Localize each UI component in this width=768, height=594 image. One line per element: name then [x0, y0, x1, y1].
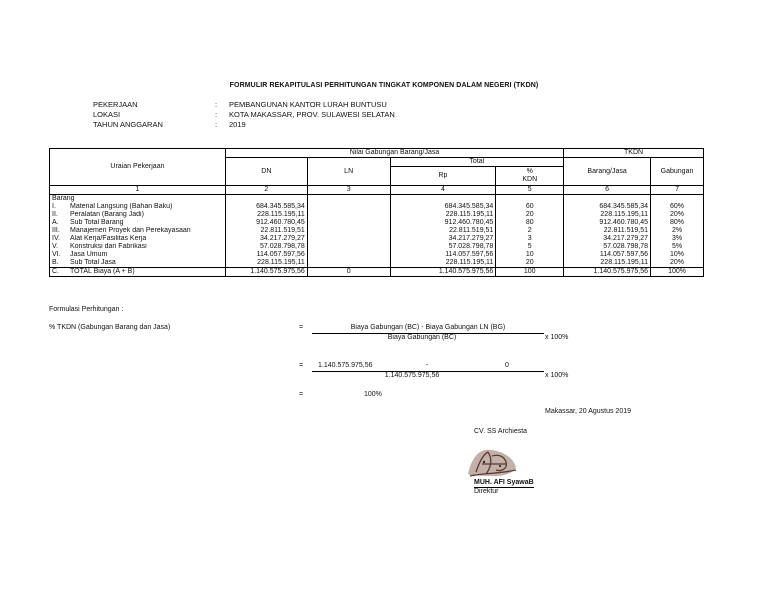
times-100: x 100% [545, 334, 569, 341]
row-no: A. [52, 219, 59, 226]
row-no: V. [52, 243, 58, 250]
row-name: Manajemen Proyek dan Perekayasaan [70, 227, 191, 234]
info-label-pekerjaan: PEKERJAAN [93, 100, 138, 109]
cell-gab: 3% [651, 235, 704, 243]
cell-gab: 60% [651, 203, 704, 211]
cell-pct: 100 [496, 268, 564, 277]
cell-ln [307, 219, 390, 227]
row-label [50, 251, 226, 259]
cell-dn: 114.057.597,56 [225, 251, 307, 259]
cell-bj: 228.115.195,11 [564, 259, 651, 268]
formula-numerator: Biaya Gabungan (BC) - Biaya Gabungan LN (BG) [350, 324, 506, 331]
cell-pct: 10 [496, 251, 564, 259]
equals-sign: = [299, 362, 304, 369]
info-sep: : [215, 100, 218, 109]
cell-dn: 34.217.279,27 [225, 235, 307, 243]
cell-pct: 5 [496, 243, 564, 251]
cell-pct: 60 [496, 203, 564, 211]
row-no: B. [52, 259, 59, 266]
col-num: 4 [390, 186, 496, 195]
row-name: Konstruksi dan Fabrikasi [70, 243, 147, 250]
cell-pct: 3 [496, 235, 564, 243]
cell-rp: 114.057.597,56 [390, 251, 496, 259]
signer-role: Direktur [474, 488, 499, 495]
header-nilai-gabungan: Nilai Gabungan Barang/Jasa [225, 149, 563, 158]
info-sep: : [215, 120, 218, 129]
cell-rp: 57.028.798,78 [390, 243, 496, 251]
row-no: VI. [52, 251, 61, 258]
cell-rp: 1.140.575.975,56 [390, 268, 496, 277]
row-no: I. [52, 203, 56, 210]
table-row [50, 203, 704, 211]
cell-gab: 80% [651, 219, 704, 227]
cell-pct: 20 [496, 259, 564, 268]
cell-dn: 228.115.195,11 [225, 211, 307, 219]
table-row [50, 259, 704, 268]
section-label: Barang [50, 195, 226, 204]
info-label-lokasi: LOKASI [93, 110, 121, 119]
row-name: Sub Total Jasa [70, 259, 116, 266]
info-label-tahun: TAHUN ANGGARAN [93, 120, 163, 129]
cell-pct: 2 [496, 227, 564, 235]
header-dn: DN [225, 158, 307, 186]
row-label [50, 243, 226, 251]
cell-rp: 34.217.279,27 [390, 235, 496, 243]
info-sep: : [215, 110, 218, 119]
cell-bj: 228.115.195,11 [564, 211, 651, 219]
row-label [50, 203, 226, 211]
cell-gab: 100% [651, 268, 704, 277]
info-value-pekerjaan: PEMBANGUNAN KANTOR LURAH BUNTUSU [229, 100, 387, 109]
formula-label: % TKDN (Gabungan Barang dan Jasa) [49, 324, 171, 331]
info-value-lokasi: KOTA MAKASSAR, PROV. SULAWESI SELATAN [229, 110, 395, 119]
cell-dn: 1.140.575.975,56 [225, 268, 307, 277]
cell-gab: 10% [651, 251, 704, 259]
header-barang-jasa: Barang/Jasa [564, 158, 651, 186]
cell-ln [307, 235, 390, 243]
cell-gab: 2% [651, 227, 704, 235]
info-value-tahun: 2019 [229, 120, 246, 129]
cell-ln [307, 251, 390, 259]
cell-rp: 228.115.195,11 [390, 211, 496, 219]
row-name: TOTAL Biaya (A + B) [70, 268, 135, 275]
cell-bj: 57.028.798,78 [564, 243, 651, 251]
row-name: Jasa Umum [70, 251, 108, 258]
num2-minus: - [426, 362, 429, 369]
cell-rp: 22.811.519,51 [390, 227, 496, 235]
table-row [50, 227, 704, 235]
row-label [50, 268, 226, 277]
col-num: 3 [307, 186, 390, 195]
num2-denominator: 1.140.575.975,56 [384, 372, 440, 379]
header-rp: Rp [390, 167, 496, 186]
cell-bj: 684.345.585,34 [564, 203, 651, 211]
header-kdn: KDN [522, 176, 538, 183]
cell-dn: 228.115.195,11 [225, 259, 307, 268]
num2-total: 1.140.575.975,56 [318, 362, 373, 369]
header-uraian: Uraian Pekerjaan [50, 149, 226, 186]
cell-ln [307, 211, 390, 219]
equals-sign: = [299, 324, 304, 331]
column-number-row [50, 186, 704, 195]
cell-rp: 912.460.780,45 [390, 219, 496, 227]
header-total: Total [390, 158, 564, 167]
num2-ln: 0 [505, 362, 509, 369]
col-num: 2 [225, 186, 307, 195]
cell-rp: 684.345.585,34 [390, 203, 496, 211]
cell-dn: 912.460.780,45 [225, 219, 307, 227]
cell-bj: 34.217.279,27 [564, 235, 651, 243]
formula-heading: Formulasi Perhitungan : [49, 306, 124, 313]
formula-denominator: Biaya Gabungan (BC) [387, 334, 457, 341]
row-no: III. [52, 227, 60, 234]
cell-ln [307, 259, 390, 268]
col-num: 7 [651, 186, 704, 195]
row-label [50, 211, 226, 219]
row-label [50, 259, 226, 268]
cell-bj: 1.140.575.975,56 [564, 268, 651, 277]
cell-ln: 0 [307, 268, 390, 277]
col-num: 1 [50, 186, 226, 195]
table-row [50, 211, 704, 219]
cell-gab: 20% [651, 259, 704, 268]
cell-ln [307, 243, 390, 251]
row-label [50, 235, 226, 243]
cell-gab: 20% [651, 211, 704, 219]
table-row-total [50, 268, 704, 277]
place-date: Makassar, 20 Agustus 2019 [545, 408, 631, 415]
header-gabungan: Gabungan [651, 158, 704, 186]
col-num: 6 [564, 186, 651, 195]
page-title: FORMULIR REKAPITULASI PERHITUNGAN TINGKAT KOMPONEN DALAM NEGERI (TKDN) [229, 82, 539, 89]
row-no: II. [52, 211, 58, 218]
table-row [50, 243, 704, 251]
cell-gab: 5% [651, 243, 704, 251]
signer-name: MUH. AFI SyawaB [474, 479, 534, 486]
row-no: C. [52, 268, 59, 275]
col-num: 5 [496, 186, 564, 195]
header-tkdn: TKDN [564, 149, 704, 158]
section-row-barang [50, 195, 704, 204]
row-label [50, 227, 226, 235]
row-name: Sub Total Barang [70, 219, 124, 226]
formula-result: 100% [364, 391, 382, 398]
cell-bj: 114.057.597,56 [564, 251, 651, 259]
row-name: Material Langsung (Bahan Baku) [70, 203, 173, 210]
equals-sign: = [299, 391, 304, 398]
header-pct-kdn [496, 167, 564, 186]
cell-ln [307, 227, 390, 235]
table-row [50, 235, 704, 243]
cell-ln [307, 203, 390, 211]
cell-bj: 912.460.780,45 [564, 219, 651, 227]
cell-pct: 80 [496, 219, 564, 227]
cell-dn: 684.345.585,34 [225, 203, 307, 211]
table-row [50, 219, 704, 227]
tkdn-table [49, 148, 704, 277]
signature-stamp-image [462, 444, 522, 480]
table-row [50, 251, 704, 259]
row-no: IV. [52, 235, 60, 242]
company-name: CV. SS Archiesta [474, 428, 528, 435]
times-100: x 100% [545, 372, 569, 379]
cell-rp: 228.115.195,11 [390, 259, 496, 268]
row-name: Peralatan (Barang Jadi) [70, 211, 144, 218]
cell-pct: 20 [496, 211, 564, 219]
cell-dn: 57.028.798,78 [225, 243, 307, 251]
cell-dn: 22.811.519,51 [225, 227, 307, 235]
row-label [50, 219, 226, 227]
cell-bj: 22.811.519,51 [564, 227, 651, 235]
header-pct: % [526, 168, 533, 175]
row-name: Alat Kerja/Fasilitas Kerja [70, 235, 147, 242]
header-ln: LN [307, 158, 390, 186]
